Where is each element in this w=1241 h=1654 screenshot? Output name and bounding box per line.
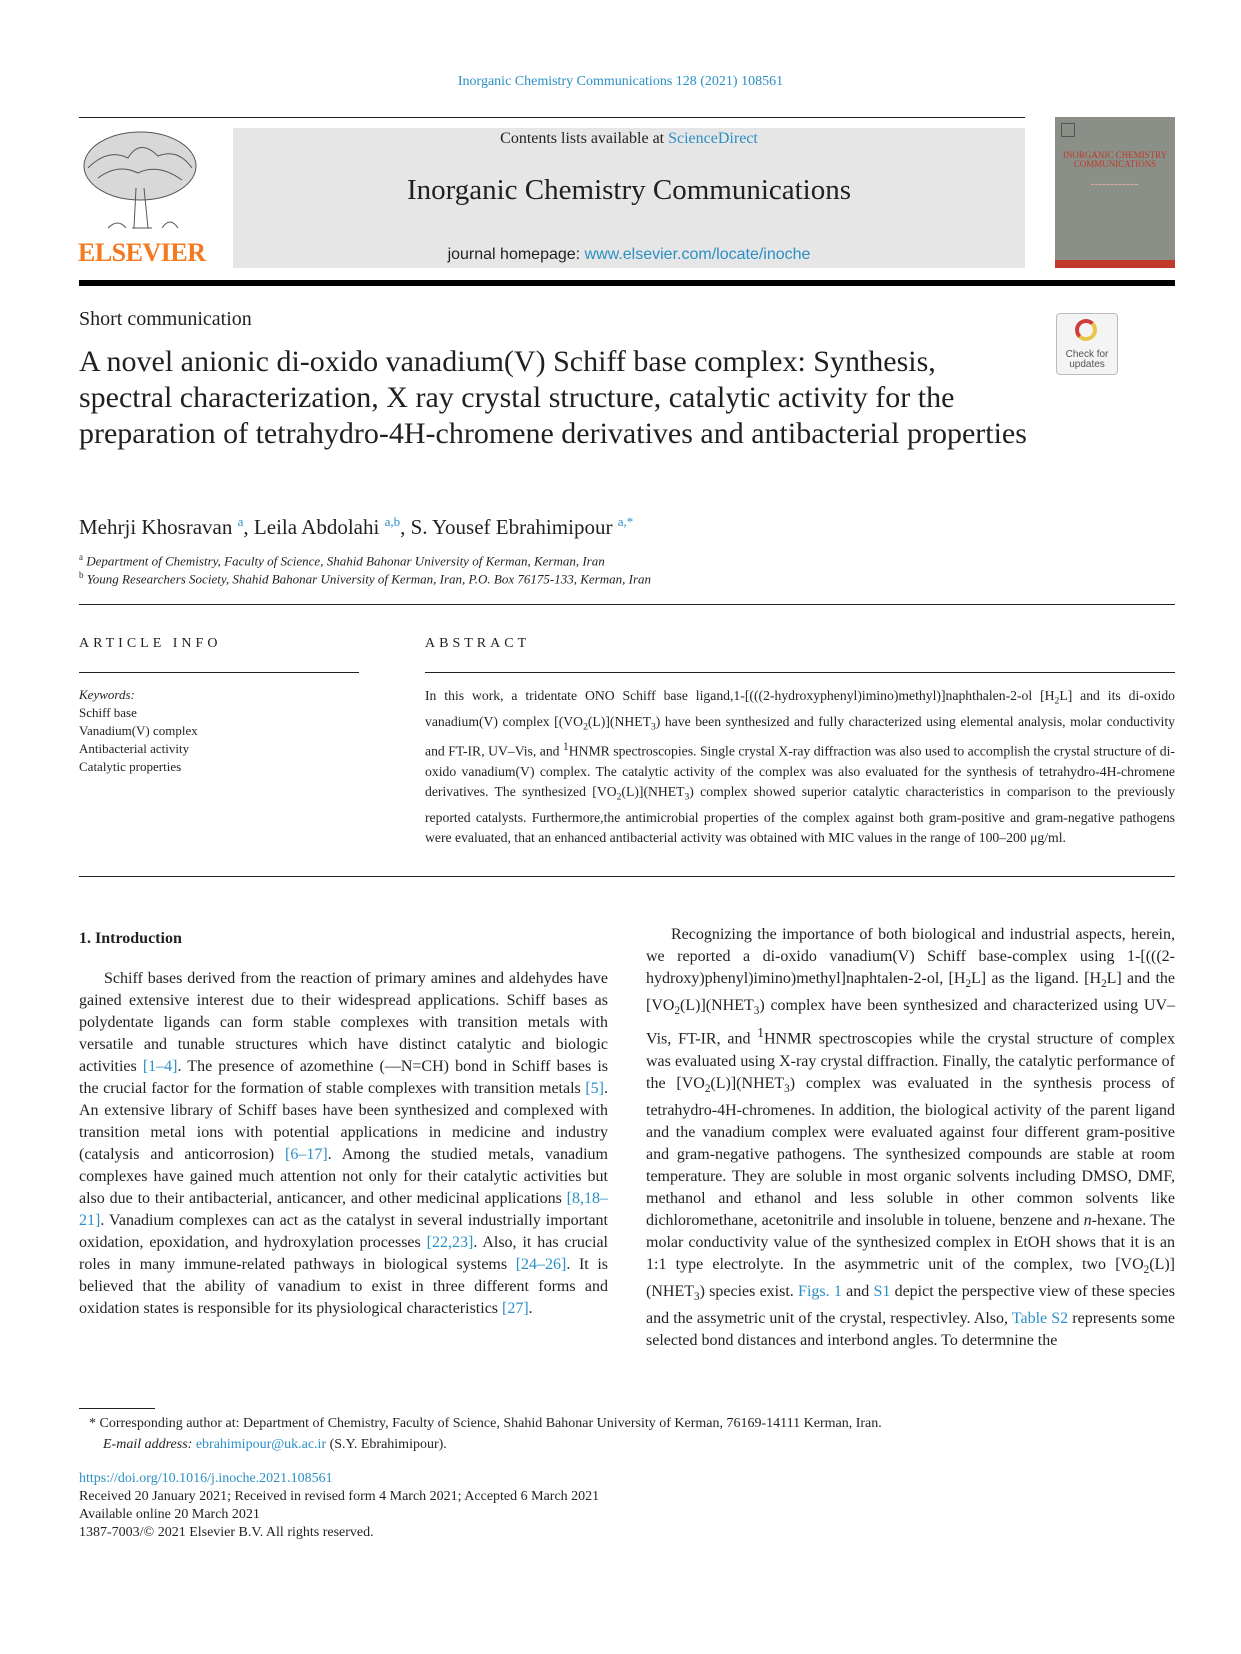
sciencedirect-link[interactable]: ScienceDirect [668, 130, 758, 147]
author-name[interactable]: S. Yousef Ebrahimipour [410, 515, 613, 539]
abstract-text: In this work, a tridentate ONO Schiff base ligand,1-[(((2-hydroxyphenyl)imino)methyl)]naphthalen-2-ol $[H_2L]$ and its di-oxido vanadium(V) complex [$(VO_2(L)](NHET_3)$ have been synthesized and fully characterized using elemental analysis, molar conductivity and FT-IR, UV–Vis, and $^1$HNMR spectroscopies. Single crystal X-ray diffraction was also used to accomplish the crystal structure of di-oxido vanadium(V) complex. The catalytic activity of the complex was also evaluated for the synthesis of tetrahydro-4H-chromene derivatives. The synthesized $[VO_2(L)](NHET_3)$ complex showed superior catalytic characteristics in comparison to the previously reported catalysts. Furthermore,the antimicrobial properties of the complex against both gram-positive and gram-negative pathogens were evaluated, that an enhanced antibacterial activity was obtained with MIC values in the range of 100–200 μg/ml. [425, 688, 1176, 845]
citation-link[interactable]: [22,23] [426, 1234, 474, 1251]
doi-link[interactable]: https://doi.org/10.1016/j.inoche.2021.108561 [79, 1471, 333, 1486]
author-name[interactable]: Leila Abdolahi [253, 515, 380, 539]
keywords-label: Keywords: [79, 687, 135, 702]
copyright: 1387-7003/© 2021 Elsevier B.V. All rights reserved. [79, 1525, 374, 1540]
figure-link[interactable]: Figs. 1 [798, 1283, 842, 1301]
author-list: Mehrji Khosravan $^a$, Leila Abdolahi $^{a,b}$, S. Yousef Ebrahimipour $^{a,*}$ [79, 514, 634, 539]
elsevier-logo [78, 128, 206, 268]
email-line: E-mail address: ebrahimipour@uk.ac.ir (S.Y. Ebrahimipour). [103, 1437, 447, 1452]
cover-title: INORGANIC CHEMISTRY COMMUNICATIONS [1062, 150, 1168, 169]
affiliation: $^a$ Department of Chemistry, Faculty of Science, Shahid Bahonar University of Kerman, Kerman, Iran [79, 552, 605, 569]
available-online: Available online 20 March 2021 [79, 1507, 260, 1522]
header-rule [79, 117, 1025, 118]
citation-link[interactable]: [24–26] [515, 1256, 567, 1273]
keyword: Vanadium(V) complex [79, 723, 198, 738]
author-affil-mark[interactable]: a,* [617, 514, 634, 529]
body-column-right [646, 924, 1175, 1352]
elsevier-wordmark: ELSEVIER [78, 238, 206, 267]
figure-link[interactable]: S1 [873, 1283, 891, 1301]
tree-icon [78, 128, 202, 240]
footnote [79, 1413, 1175, 1455]
received-dates: Received 20 January 2021; Received in revised form 4 March 2021; Accepted 6 March 2021 [79, 1489, 600, 1504]
journal-reference[interactable]: Inorganic Chemistry Communications 128 (2021) 108561 [457, 74, 784, 89]
corresponding-author-note: * Corresponding author at: Department of Chemistry, Faculty of Science, Shahid Bahonar University of Kerman, 76169-14111 Kerman, Iran. [89, 1416, 882, 1431]
author-name[interactable]: Mehrji Khosravan [79, 515, 233, 539]
author-affil-mark[interactable]: a [237, 514, 244, 529]
keyword: Antibacterial activity [79, 741, 190, 756]
homepage-line: journal homepage: www.elsevier.com/locate/inoche [447, 246, 811, 263]
homepage-link[interactable]: www.elsevier.com/locate/inoche [584, 246, 811, 263]
divider [79, 876, 1175, 877]
divider [79, 604, 1175, 605]
article-type: Short communication [79, 308, 252, 330]
journal-banner [233, 128, 1025, 268]
badge-label: Check for updates [1065, 349, 1109, 370]
check-for-updates-badge[interactable] [1056, 313, 1118, 375]
keyword: Catalytic properties [79, 759, 182, 774]
table-link[interactable]: Table S2 [1011, 1310, 1069, 1328]
paragraph: Schiff bases derived from the reaction of primary amines and aldehydes have gained extensive interest due to their widespread applications. Schiff bases as polydentate ligands can form stable complexes with transition metals with versatile and tunable structures which have distinct catalytic and biologic activities [1–4]. The presence of azomethine (—N=CH) bond in Schiff bases is the crucial factor for the formation of stable complexes with transition metals [5]. An extensive library of Schiff bases have been synthesized and complexed with transition metal ions with potential applications in medicine and industry (catalysis and anticorrosion) [6–17]. Among the studied metals, vanadium complexes have gained much attention not only for their catalytic activities but also due to their antibacterial, anticancer, and other medicinal applications [8,18–21]. Vanadium complexes can act as the catalyst in several industrially important oxidation, epoxidation, and hydroxylation processes [22,23]. Also, it has crucial roles in many immune-related pathways in biological systems [24–26]. It is believed that the ability of vanadium to exist in three different forms and oxidation states is responsible for its physiological characteristics [27]. [79, 970, 608, 1317]
author-affil-mark[interactable]: a,b [384, 514, 401, 529]
paragraph: Recognizing the importance of both biological and industrial aspects, herein, we reported a di-oxido vanadium(V) Schiff base-complex using 1-[(((2-hydroxy)phenyl)imino)methyl]naphtalen-2-ol, $[H_2L]$ as the ligand. $[H_2L]$ and the $[VO_2(L)](NHET_3)$ complex have been synthesized and characterized using UV–Vis, FT-IR, and $^1$HNMR spectroscopies while the crystal structure of complex was evaluated using X-ray crystal diffraction. Finally, the catalytic performance of the $[VO_2(L)](NHET_3)$ complex was evaluated in the synthesis process of tetrahydro-4H-chromenes. In addition, the biological activity of the parent ligand and the vanadium complex were evaluated against four different gram-positive and gram-negative pathogens. The synthesized compounds are stable at room temperature. They are soluble in most organic solvents including DMSO, DMF, methanol and ethanol and less soluble in other common solvents like dichloromethane, acetonitrile and insoluble in toluene, benzene and n-hexane. The molar conductivity value of the synthesized complex in EtOH shows that it is an 1:1 type electrolyte. In the asymmetric unit of the complex, two $[VO_2(L)]$ $(NHET_3)$ species exist. Figs. 1 and S1 depict the perspective view of these species and the assymetric unit of the crystal, respectivley. Also, Table S2 represents some selected bond distances and interbond angles. To determnine the [646, 926, 1176, 1350]
journal-cover[interactable] [1055, 117, 1175, 268]
cover-band [1055, 260, 1175, 268]
citation-link[interactable]: [1–4] [142, 1058, 178, 1075]
header-thick-rule [79, 280, 1175, 286]
contents-line: Contents lists available at ScienceDirect [500, 130, 758, 147]
article-title: A novel anionic di-oxido vanadium(V) Schiff base complex: Synthesis, spectral characterization, X ray crystal structure, catalytic activity for the preparation of tetrahydro-4H-chromene derivatives and antibacterial properties [79, 345, 1027, 450]
email-link[interactable]: ebrahimipour@uk.ac.ir [195, 1437, 327, 1452]
journal-title: Inorganic Chemistry Communications [406, 174, 852, 206]
body-column-left [79, 968, 608, 1320]
cover-subtitle-stripe: ━━━━━━━━━━━━ [1090, 183, 1140, 188]
article-info-heading: ARTICLE INFO [79, 636, 222, 651]
bookmark-icon [1075, 319, 1097, 341]
keywords-block [79, 686, 198, 776]
info-rule [79, 672, 359, 673]
abstract-rule [425, 672, 1175, 673]
keyword: Schiff base [79, 705, 137, 720]
citation-link[interactable]: [5] [585, 1080, 604, 1097]
citation-link[interactable]: [6–17] [285, 1146, 328, 1163]
section-heading: 1. Introduction [79, 930, 182, 947]
citation-link[interactable]: [27] [502, 1300, 529, 1317]
footnote-rule [79, 1408, 155, 1409]
citation-link[interactable]: [8,18–21] [79, 1190, 608, 1229]
publication-info [79, 1470, 599, 1542]
cover-logo-icon [1061, 123, 1075, 137]
affiliation: $^b$ Young Researchers Society, Shahid Bahonar University of Kerman, Iran, P.O. Box 76175-133, Kerman, Iran [79, 570, 651, 587]
abstract-heading: ABSTRACT [425, 636, 531, 651]
